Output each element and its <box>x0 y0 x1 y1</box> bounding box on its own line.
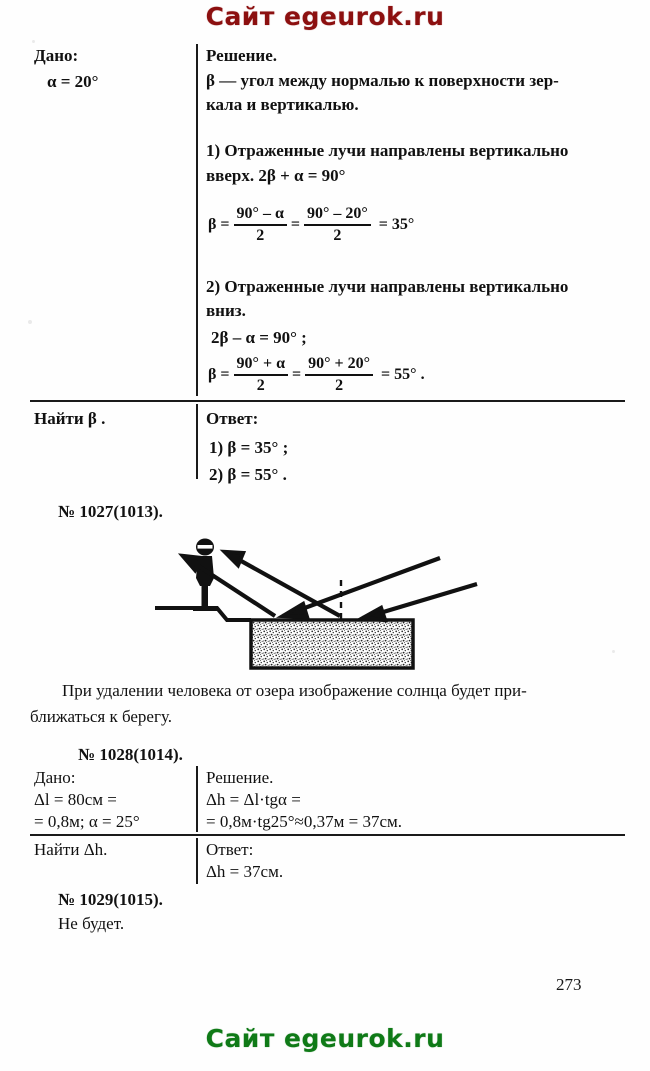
fraction-bar <box>304 224 371 226</box>
case1-line-1: 1) Отраженные лучи направлены вертикально <box>206 141 569 160</box>
problem-number-1029: № 1029(1015). <box>58 890 163 909</box>
beta-definition-line-1: β — угол между нормалью к поверхности зер- <box>206 71 559 90</box>
page-number: 273 <box>556 975 582 994</box>
given-line-2-1028: = 0,8м; α = 25° <box>34 812 140 831</box>
case2-line-1: 2) Отраженные лучи направлены вертикально <box>206 277 569 296</box>
given-label-1028: Дано: <box>34 768 76 787</box>
case1-formula <box>208 205 414 245</box>
case1-numerator-1: 90° – α <box>236 205 284 222</box>
table-rule-1028 <box>30 834 625 836</box>
case1-denominator-2: 2 <box>333 226 342 244</box>
answer-value-1028: Δh = 37см. <box>206 862 284 881</box>
scan-speckle <box>32 40 35 43</box>
case2-denominator-2: 2 <box>335 376 344 394</box>
incident-ray-1 <box>283 558 440 617</box>
solution-line-1-1028: Δh = Δl·tgα = <box>206 790 301 809</box>
scan-speckle <box>612 650 615 653</box>
case1-fraction-1 <box>234 205 287 245</box>
table-divider-vertical-1026-answer <box>196 404 198 479</box>
given-label-1026: Дано: <box>34 46 79 65</box>
caption-1027-line-2: ближаться к берегу. <box>30 707 173 726</box>
answer-label-1028: Ответ: <box>206 840 254 859</box>
answer-label-1026: Ответ: <box>206 409 259 428</box>
case2-fraction-1 <box>234 355 288 395</box>
case2-result: = 55° . <box>381 365 425 383</box>
case1-fraction-2 <box>304 205 371 245</box>
case1-line-2: вверх. 2β + α = 90° <box>206 166 346 185</box>
reflected-ray-2 <box>225 552 340 616</box>
given-value-alpha-1026: α = 20° <box>47 72 99 91</box>
case1-formula-lhs: β = <box>208 215 230 233</box>
case2-fraction-2 <box>305 355 373 395</box>
case1-result: = 35° <box>378 215 415 233</box>
caption-1027-line-1: При удалении человека от озера изображение солнца будет при- <box>62 681 527 700</box>
solution-label-1028: Решение. <box>206 768 274 787</box>
answer-1026-case2: 2) β = 55° . <box>209 465 287 484</box>
case2-numerator-2: 90° + 20° <box>308 355 371 372</box>
problem-number-1027: № 1027(1013). <box>58 502 163 521</box>
case2-formula <box>208 355 425 395</box>
case2-formula-lhs: β = <box>208 365 230 383</box>
scan-speckle <box>28 320 32 324</box>
case1-equals: = <box>290 215 300 233</box>
beta-definition-line-2: кала и вертикалью. <box>206 95 359 114</box>
site-watermark-top: Сайт egeurok.ru <box>205 2 445 31</box>
table-divider-vertical-1026 <box>196 44 198 396</box>
case2-equals: = <box>292 365 302 383</box>
answer-1026-case1: 1) β = 35° ; <box>209 438 289 457</box>
site-watermark-bottom: Сайт egeurok.ru <box>205 1024 445 1053</box>
lake-reflection-diagram <box>155 528 485 673</box>
case1-denominator-1: 2 <box>256 226 265 244</box>
given-line-1-1028: Δl = 80см = <box>34 790 117 809</box>
fraction-bar <box>234 374 288 376</box>
fraction-bar <box>234 224 287 226</box>
incident-ray-2 <box>363 584 477 620</box>
case2-equation: 2β – α = 90° ; <box>211 328 307 347</box>
case2-numerator-1: 90° + α <box>236 355 285 372</box>
table-rule-1026 <box>30 400 625 402</box>
table-divider-vertical-1028 <box>196 766 198 832</box>
find-label-1028: Найти Δh. <box>34 840 108 859</box>
case1-numerator-2: 90° – 20° <box>307 205 368 222</box>
solution-line-2-1028: = 0,8м·tg25°≈0,37м = 37см. <box>206 812 403 831</box>
water-rectangle <box>251 620 413 668</box>
table-divider-vertical-1028-answer <box>196 838 198 884</box>
fraction-bar <box>305 374 373 376</box>
case2-line-2: вниз. <box>206 301 246 320</box>
solution-label-1026: Решение. <box>206 46 277 65</box>
answer-1029: Не будет. <box>58 914 125 933</box>
find-label-1026: Найти β . <box>34 409 106 428</box>
case2-denominator-1: 2 <box>256 376 265 394</box>
problem-number-1028: № 1028(1014). <box>78 745 183 764</box>
